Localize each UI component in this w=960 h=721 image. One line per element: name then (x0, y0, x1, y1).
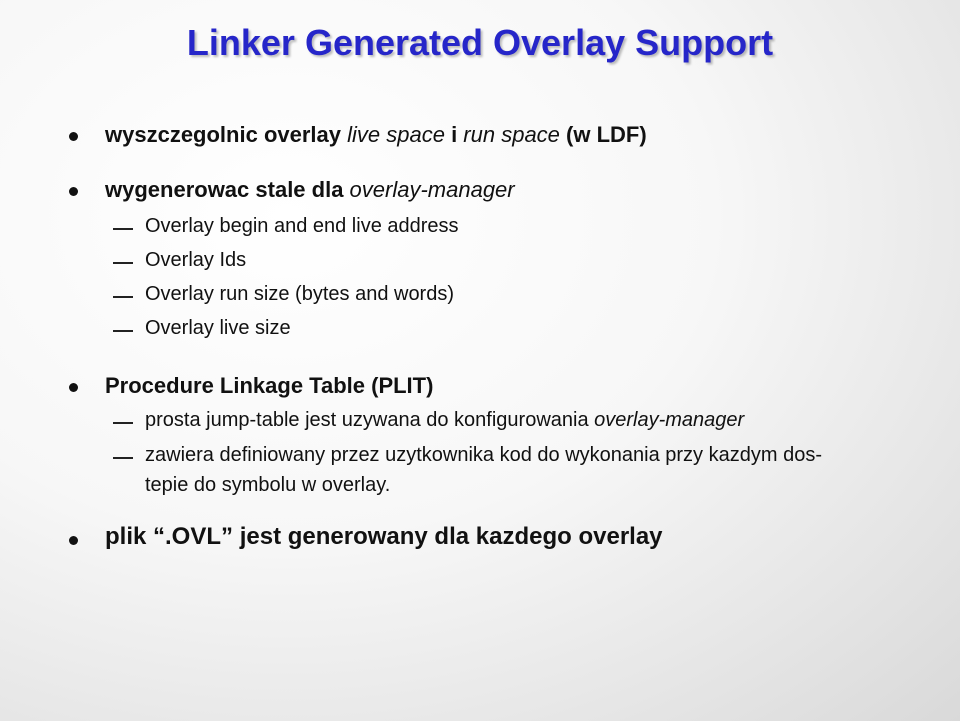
slide-title: Linker Generated Overlay Support (186, 22, 774, 63)
sub-item: Overlay live size (145, 317, 291, 339)
bullet-1-part: (w LDF) (559, 122, 647, 147)
bullet-icon (69, 132, 78, 141)
bullet-4-part: jest generowany dla kazdego overlay (233, 523, 663, 550)
bullet-3-text: Procedure Linkage Table (PLIT) (105, 373, 434, 398)
bullet-icon (69, 383, 78, 392)
dash-icon (113, 228, 133, 230)
overlay-manager-term: overlay-manager (594, 409, 745, 431)
bullet-1-part: i (444, 122, 464, 147)
dash-icon (113, 262, 133, 264)
bullet-icon (69, 536, 78, 545)
bullet-icon (69, 187, 78, 196)
bullet-1-part: wyszczegolnic overlay (105, 122, 348, 147)
bullet-2-part: wygenerowac stale dla (105, 177, 350, 202)
ovl-extension: .OVL (165, 523, 222, 550)
bullet-4-part: plik (105, 523, 154, 550)
bullet-2-text (105, 177, 515, 203)
bullet-1-text (105, 122, 647, 148)
live-space-term: live space (347, 122, 445, 147)
dash-icon (113, 330, 133, 332)
dash-icon (113, 422, 133, 424)
sub-item: zawiera definiowany przez uzytkownika kod do wykonania przy kazdym dos- (145, 444, 822, 466)
run-space-term: run space (463, 122, 560, 147)
overlay-manager-term: overlay-manager (349, 177, 515, 202)
sub-item: Overlay Ids (145, 249, 247, 271)
dash-icon (113, 296, 133, 298)
bullet-4-text (105, 523, 663, 551)
open-quote: “ (153, 523, 166, 550)
sub-item: Overlay run size (bytes and words) (145, 283, 455, 305)
close-quote: ” (221, 523, 234, 550)
sub-item: Overlay begin and end live address (145, 215, 459, 237)
dash-icon (113, 457, 133, 459)
sub-item-continuation: tepie do symbolu w overlay. (145, 474, 391, 496)
sub-item-part: prosta jump-table jest uzywana do konfigurowania (145, 409, 595, 431)
sub-item (145, 409, 744, 432)
